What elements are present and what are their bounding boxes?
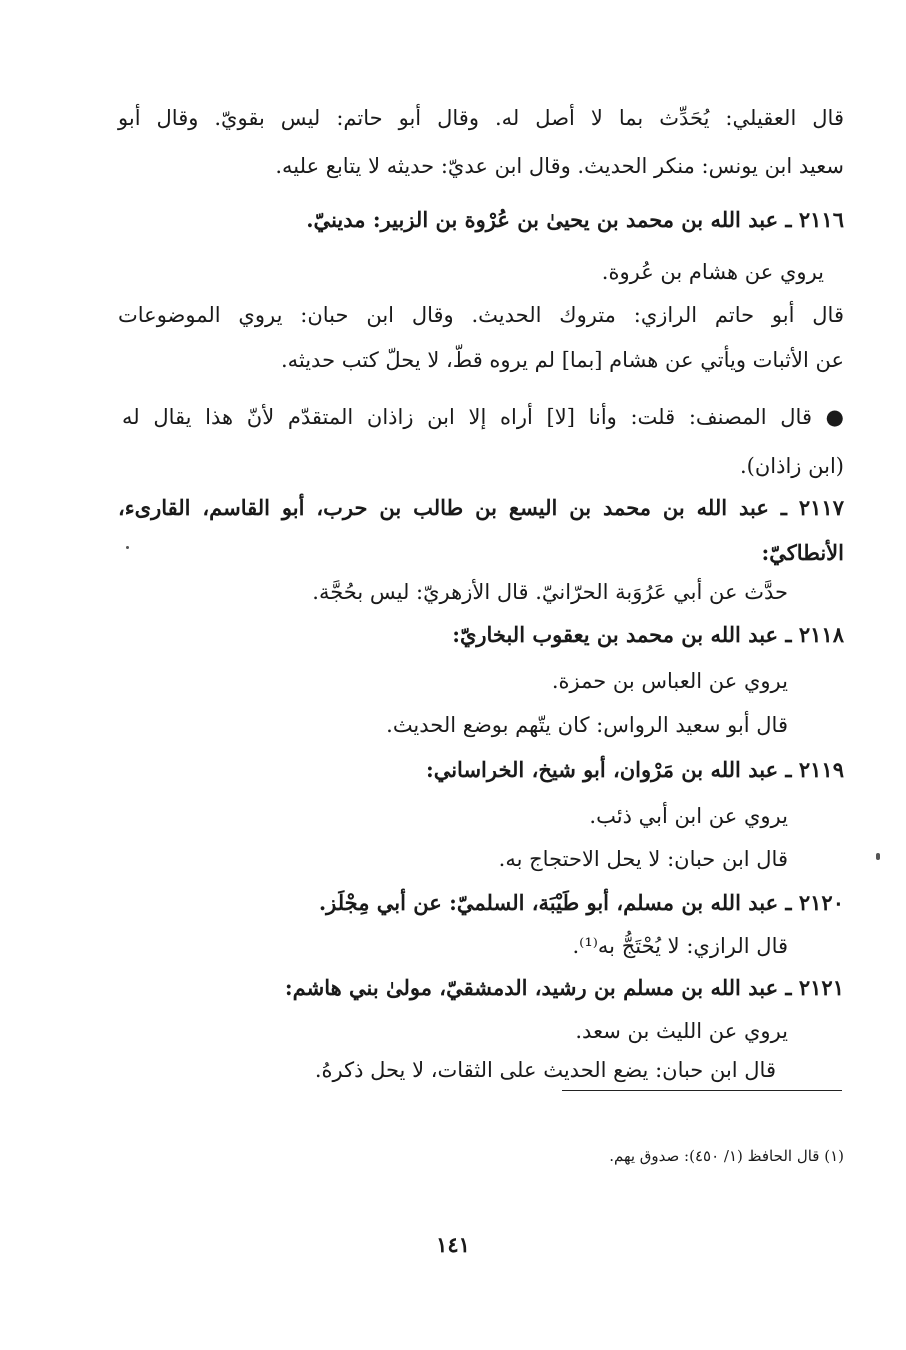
text-line: عن الأثبات ويأتي عن هشام [بما] لم يروه قطّ، لا يحلّ كتب حديثه. [280, 348, 844, 372]
footnote: (١) قال الحافظ (١/ ٤٥٠): صدوق يهم. [609, 1147, 844, 1165]
text-line: سعيد ابن يونس: منكر الحديث. وقال ابن عديّ: حديثه لا يتابع عليه. [275, 154, 844, 178]
entry-heading: ٢١١٩ ـ عبد الله بن مَرْوان، أبو شيخ، الخراساني: [425, 757, 844, 782]
scan-speck [126, 546, 129, 549]
text-line: يروي عن الليث بن سعد. [575, 1019, 788, 1043]
text-line: قال أبو حاتم الرازي: متروك الحديث. وقال ابن حبان: يروي الموضوعات [118, 303, 844, 327]
author-note: ● قال المصنف: قلت: وأنا [لا] أراه إلا ابن زاذان المتقدّم لأنّ هذا يقال له [122, 405, 844, 429]
text-line: قال الرازي: لا يُحْتَجُّ به⁽¹⁾. [572, 934, 788, 958]
page-number: ١٤١ [436, 1232, 470, 1257]
text-line: قال أبو سعيد الرواس: كان يتّهم بوضع الحديث. [386, 713, 788, 737]
text-line: قال ابن حبان: يضع الحديث على الثقات، لا يحل ذكرهُ. [314, 1058, 776, 1082]
author-note: (ابن زاذان). [740, 454, 844, 478]
text-line: يروي عن هشام بن عُروة. [601, 260, 824, 284]
entry-heading: ٢١١٧ ـ عبد الله بن محمد بن اليسع بن طالب بن حرب، أبو القاسم، القارىء، [118, 495, 844, 520]
text-line: يروي عن ابن أبي ذئب. [589, 804, 788, 828]
text-line: قال ابن حبان: لا يحل الاحتجاج به. [498, 847, 788, 871]
entry-heading: الأنطاكيّ: [761, 540, 844, 565]
entry-heading: ٢١٢٠ ـ عبد الله بن مسلم، أبو طَيْبَة، السلميّ: عن أبي مِجْلَز. [318, 890, 844, 915]
text-line: يروي عن العباس بن حمزة. [551, 669, 788, 693]
entry-heading: ٢١٢١ ـ عبد الله بن مسلم بن رشيد، الدمشقيّ، مولىٰ بني هاشم: [284, 975, 844, 1000]
text-line: قال العقيلي: يُحَدِّث بما لا أصل له. وقال أبو حاتم: ليس بقويّ. وقال أبو [118, 106, 844, 130]
entry-heading: ٢١١٨ ـ عبد الله بن محمد بن يعقوب البخاريّ: [452, 622, 844, 647]
entry-heading: ٢١١٦ ـ عبد الله بن محمد بن يحيىٰ بن عُرْوة بن الزبير: مدينيّ. [306, 207, 844, 232]
text-line: حدَّث عن أبي عَرُوَبة الحرّانيّ. قال الأزهريّ: ليس بحُجَّة. [312, 580, 788, 604]
scan-speck [876, 853, 880, 860]
footnote-separator [562, 1090, 842, 1091]
